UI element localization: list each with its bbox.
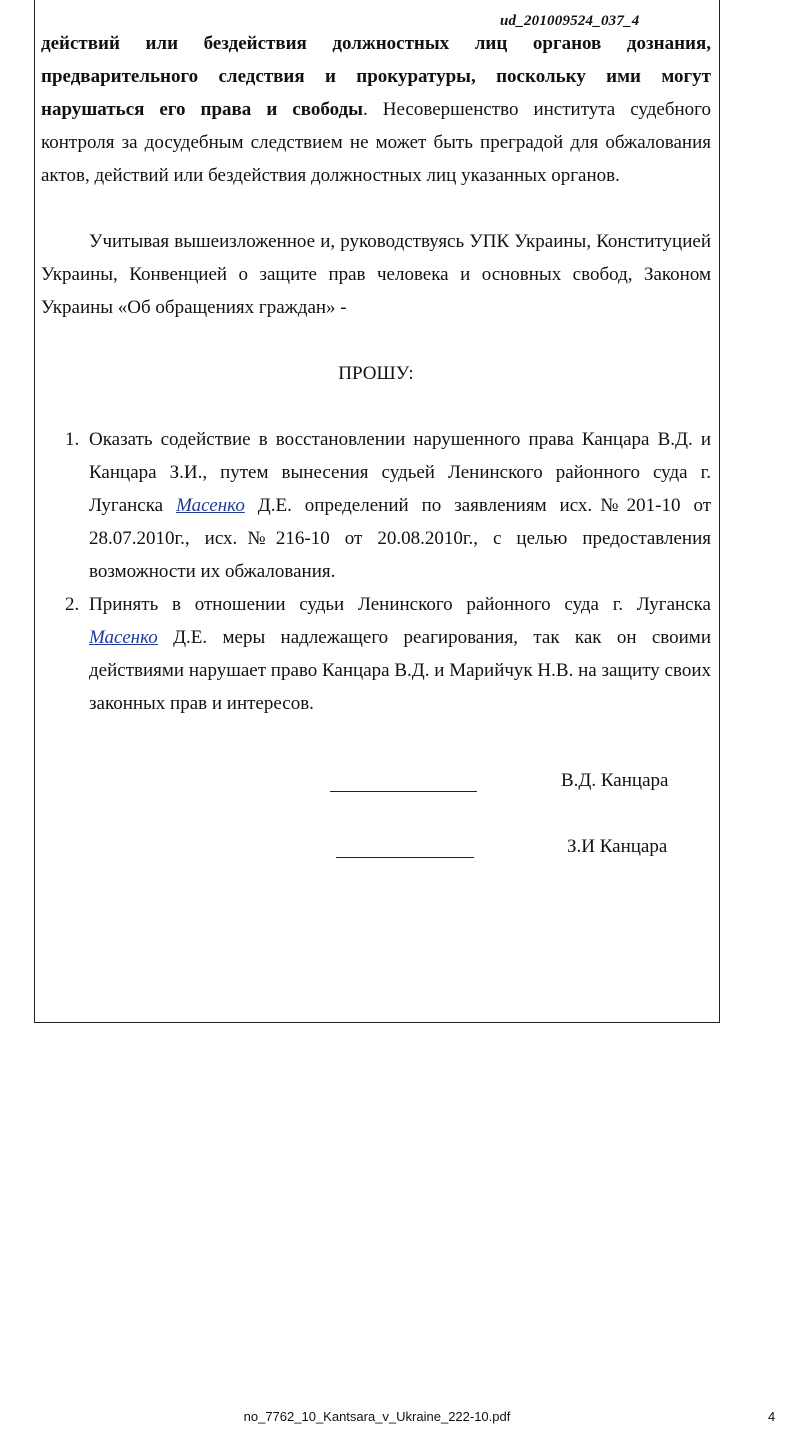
list-item [41, 588, 711, 720]
list-item-number: 2. [65, 594, 80, 615]
judge-name-link[interactable]: Масенко [89, 627, 158, 648]
signature-name: В.Д. Канцара [561, 770, 669, 791]
judge-name-link[interactable]: Масенко [176, 495, 245, 516]
signature-name: З.И Канцара [567, 836, 668, 857]
list-item-number: 1. [65, 429, 80, 450]
paragraph-considering: Учитывая вышеизложенное и, руководствуясь УПК Украины, Конституцией Украины, Конвенцией о защите прав человека и основных свобод, Законом Украины «Об обращениях граждан» - [41, 231, 711, 318]
list-item-text: Оказать содействие в восстановлении нарушенного права Канцара В.Д. и Канцара З.И., путем вынесения судьей Ленинского районного суда г. Луганска [89, 429, 711, 516]
paragraph-appeal-rights [41, 27, 711, 192]
document-body [41, 27, 711, 720]
list-item-text: Д.Е. определений по заявлениям исх.№201-10 от 28.07.2010г., исх.№216-10 от 20.08.2010г., с целью предоставления возможности их обжалования. [89, 495, 711, 582]
footer-page-number: 4 [768, 1409, 776, 1424]
paragraph-bold-text: действий или бездействия должностных лиц органов дознания, предварительного следствия и прокуратуры, поскольку ими могут нарушаться его права и свободы [41, 33, 711, 120]
request-heading: ПРОШУ: [338, 363, 414, 384]
list-item-text: Принять в отношении судьи Ленинского районного суда г. Луганска [89, 594, 711, 615]
document-id-stamp: ud_201009524_037_4 [500, 13, 640, 29]
signature-line [330, 791, 477, 792]
list-item [41, 423, 711, 588]
paragraph-text: . Несовершенство института судебного контроля за досудебным следствием не может быть преградой для обжалования актов, действий или бездействия должностных лиц указанных органов. [41, 99, 711, 186]
signature-line [336, 857, 474, 858]
list-item-text: Д.Е. меры надлежащего реагирования, так как он своими действиями нарушает право Канцара В.Д. и Марийчук Н.В. на защиту своих законных прав и интересов. [89, 627, 711, 714]
footer-filename: no_7762_10_Kantsara_v_Ukraine_222-10.pdf [243, 1409, 511, 1424]
request-list [41, 423, 711, 720]
